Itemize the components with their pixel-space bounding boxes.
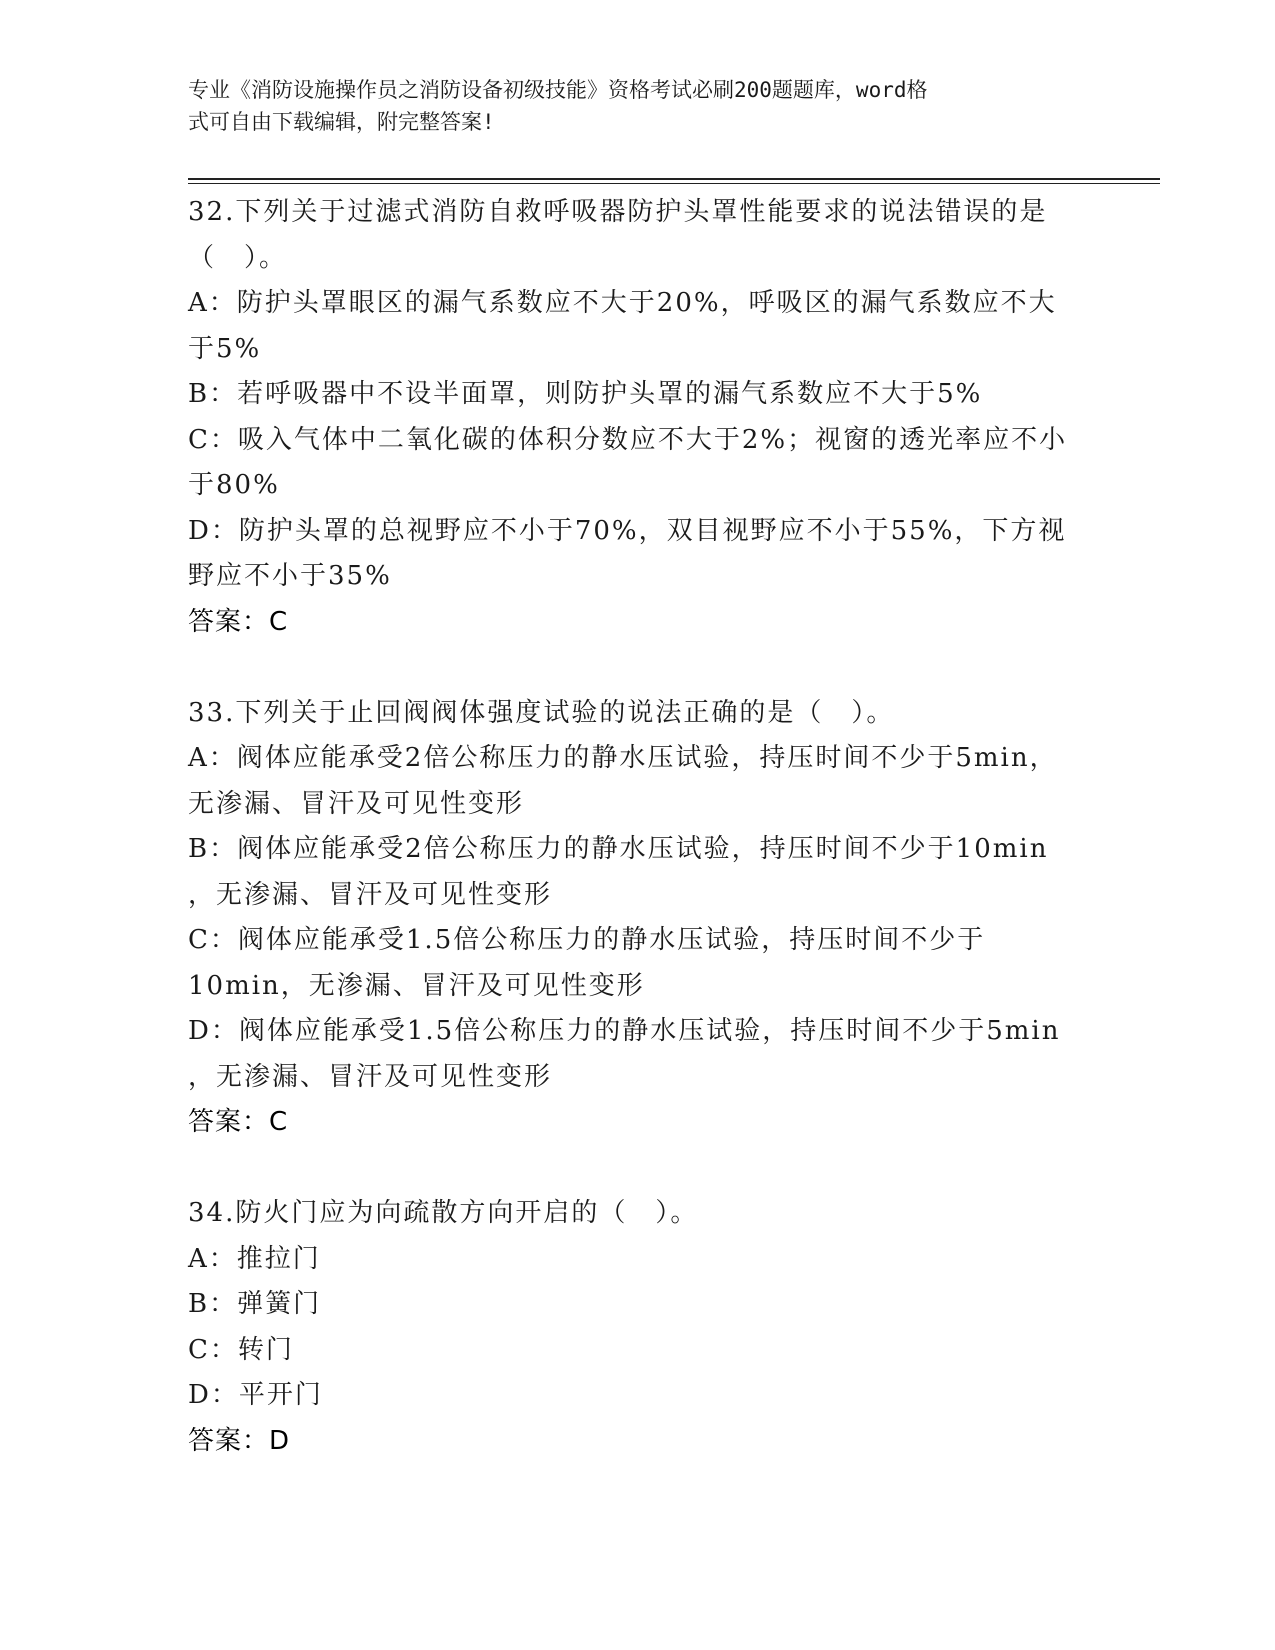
question-stem: 34.防火门应为向疏散方向开启的（ ）。 bbox=[188, 1198, 699, 1228]
option-d-cont: 野应不小于35% bbox=[188, 561, 392, 591]
spacer bbox=[188, 645, 1088, 691]
option-c: C：吸入气体中二氧化碳的体积分数应不大于2%；视窗的透光率应不小 bbox=[188, 424, 1068, 455]
header-divider bbox=[188, 178, 1160, 180]
option-c: C：阀体应能承受1.5倍公称压力的静水压试验，持压时间不少于 bbox=[188, 925, 986, 955]
option-b-cont: ，无渗漏、冒汗及可见性变形 bbox=[188, 879, 553, 910]
header-line: 式可自由下载编辑，附完整答案! bbox=[188, 110, 495, 134]
option-b: B：阀体应能承受2倍公称压力的静水压试验，持压时间不少于10min bbox=[188, 834, 1049, 864]
option-a: A：防护头罩眼区的漏气系数应不大于20%，呼吸区的漏气系数应不大 bbox=[188, 288, 1057, 318]
option-c: C：转门 bbox=[188, 1334, 294, 1365]
question-stem: 32.下列关于过滤式消防自救呼吸器防护头罩性能要求的说法错误的是 bbox=[188, 197, 1048, 227]
option-a: A：阀体应能承受2倍公称压力的静水压试验，持压时间不少于5min， bbox=[188, 743, 1058, 773]
answer-label: 答案：D bbox=[188, 1425, 291, 1456]
answer-label: 答案：C bbox=[188, 1107, 289, 1137]
document-header bbox=[188, 74, 1078, 138]
question-stem-cont: （ ）。 bbox=[188, 242, 288, 273]
option-d: D：平开门 bbox=[188, 1380, 323, 1410]
option-a: A：推拉门 bbox=[188, 1243, 321, 1274]
option-d: D：阀体应能承受1.5倍公称压力的静水压试验，持压时间不少于5min bbox=[188, 1016, 1061, 1046]
option-c-cont: 于80% bbox=[188, 470, 280, 500]
option-c-cont: 10min，无渗漏、冒汗及可见性变形 bbox=[188, 970, 645, 1001]
option-a-cont: 无渗漏、冒汗及可见性变形 bbox=[188, 788, 525, 819]
answer-label: 答案：C bbox=[188, 606, 289, 637]
question-32 bbox=[188, 190, 1088, 645]
header-line: 专业《消防设施操作员之消防设备初级技能》资格考试必刷200题题库，word格 bbox=[188, 78, 928, 102]
spacer bbox=[188, 1146, 1088, 1192]
option-b: B：若呼吸器中不设半面罩，则防护头罩的漏气系数应不大于5% bbox=[188, 379, 983, 409]
option-d-cont: ，无渗漏、冒汗及可见性变形 bbox=[188, 1061, 553, 1092]
question-list bbox=[188, 190, 1088, 1464]
question-34 bbox=[188, 1191, 1088, 1464]
option-a-cont: 于5% bbox=[188, 333, 262, 364]
header-divider-thin bbox=[188, 183, 1160, 184]
option-d: D：防护头罩的总视野应不小于70%，双目视野应不小于55%，下方视 bbox=[188, 515, 1067, 546]
option-b: B：弹簧门 bbox=[188, 1289, 322, 1319]
question-stem: 33.下列关于止回阀阀体强度试验的说法正确的是（ ）。 bbox=[188, 697, 895, 728]
question-33 bbox=[188, 691, 1088, 1146]
